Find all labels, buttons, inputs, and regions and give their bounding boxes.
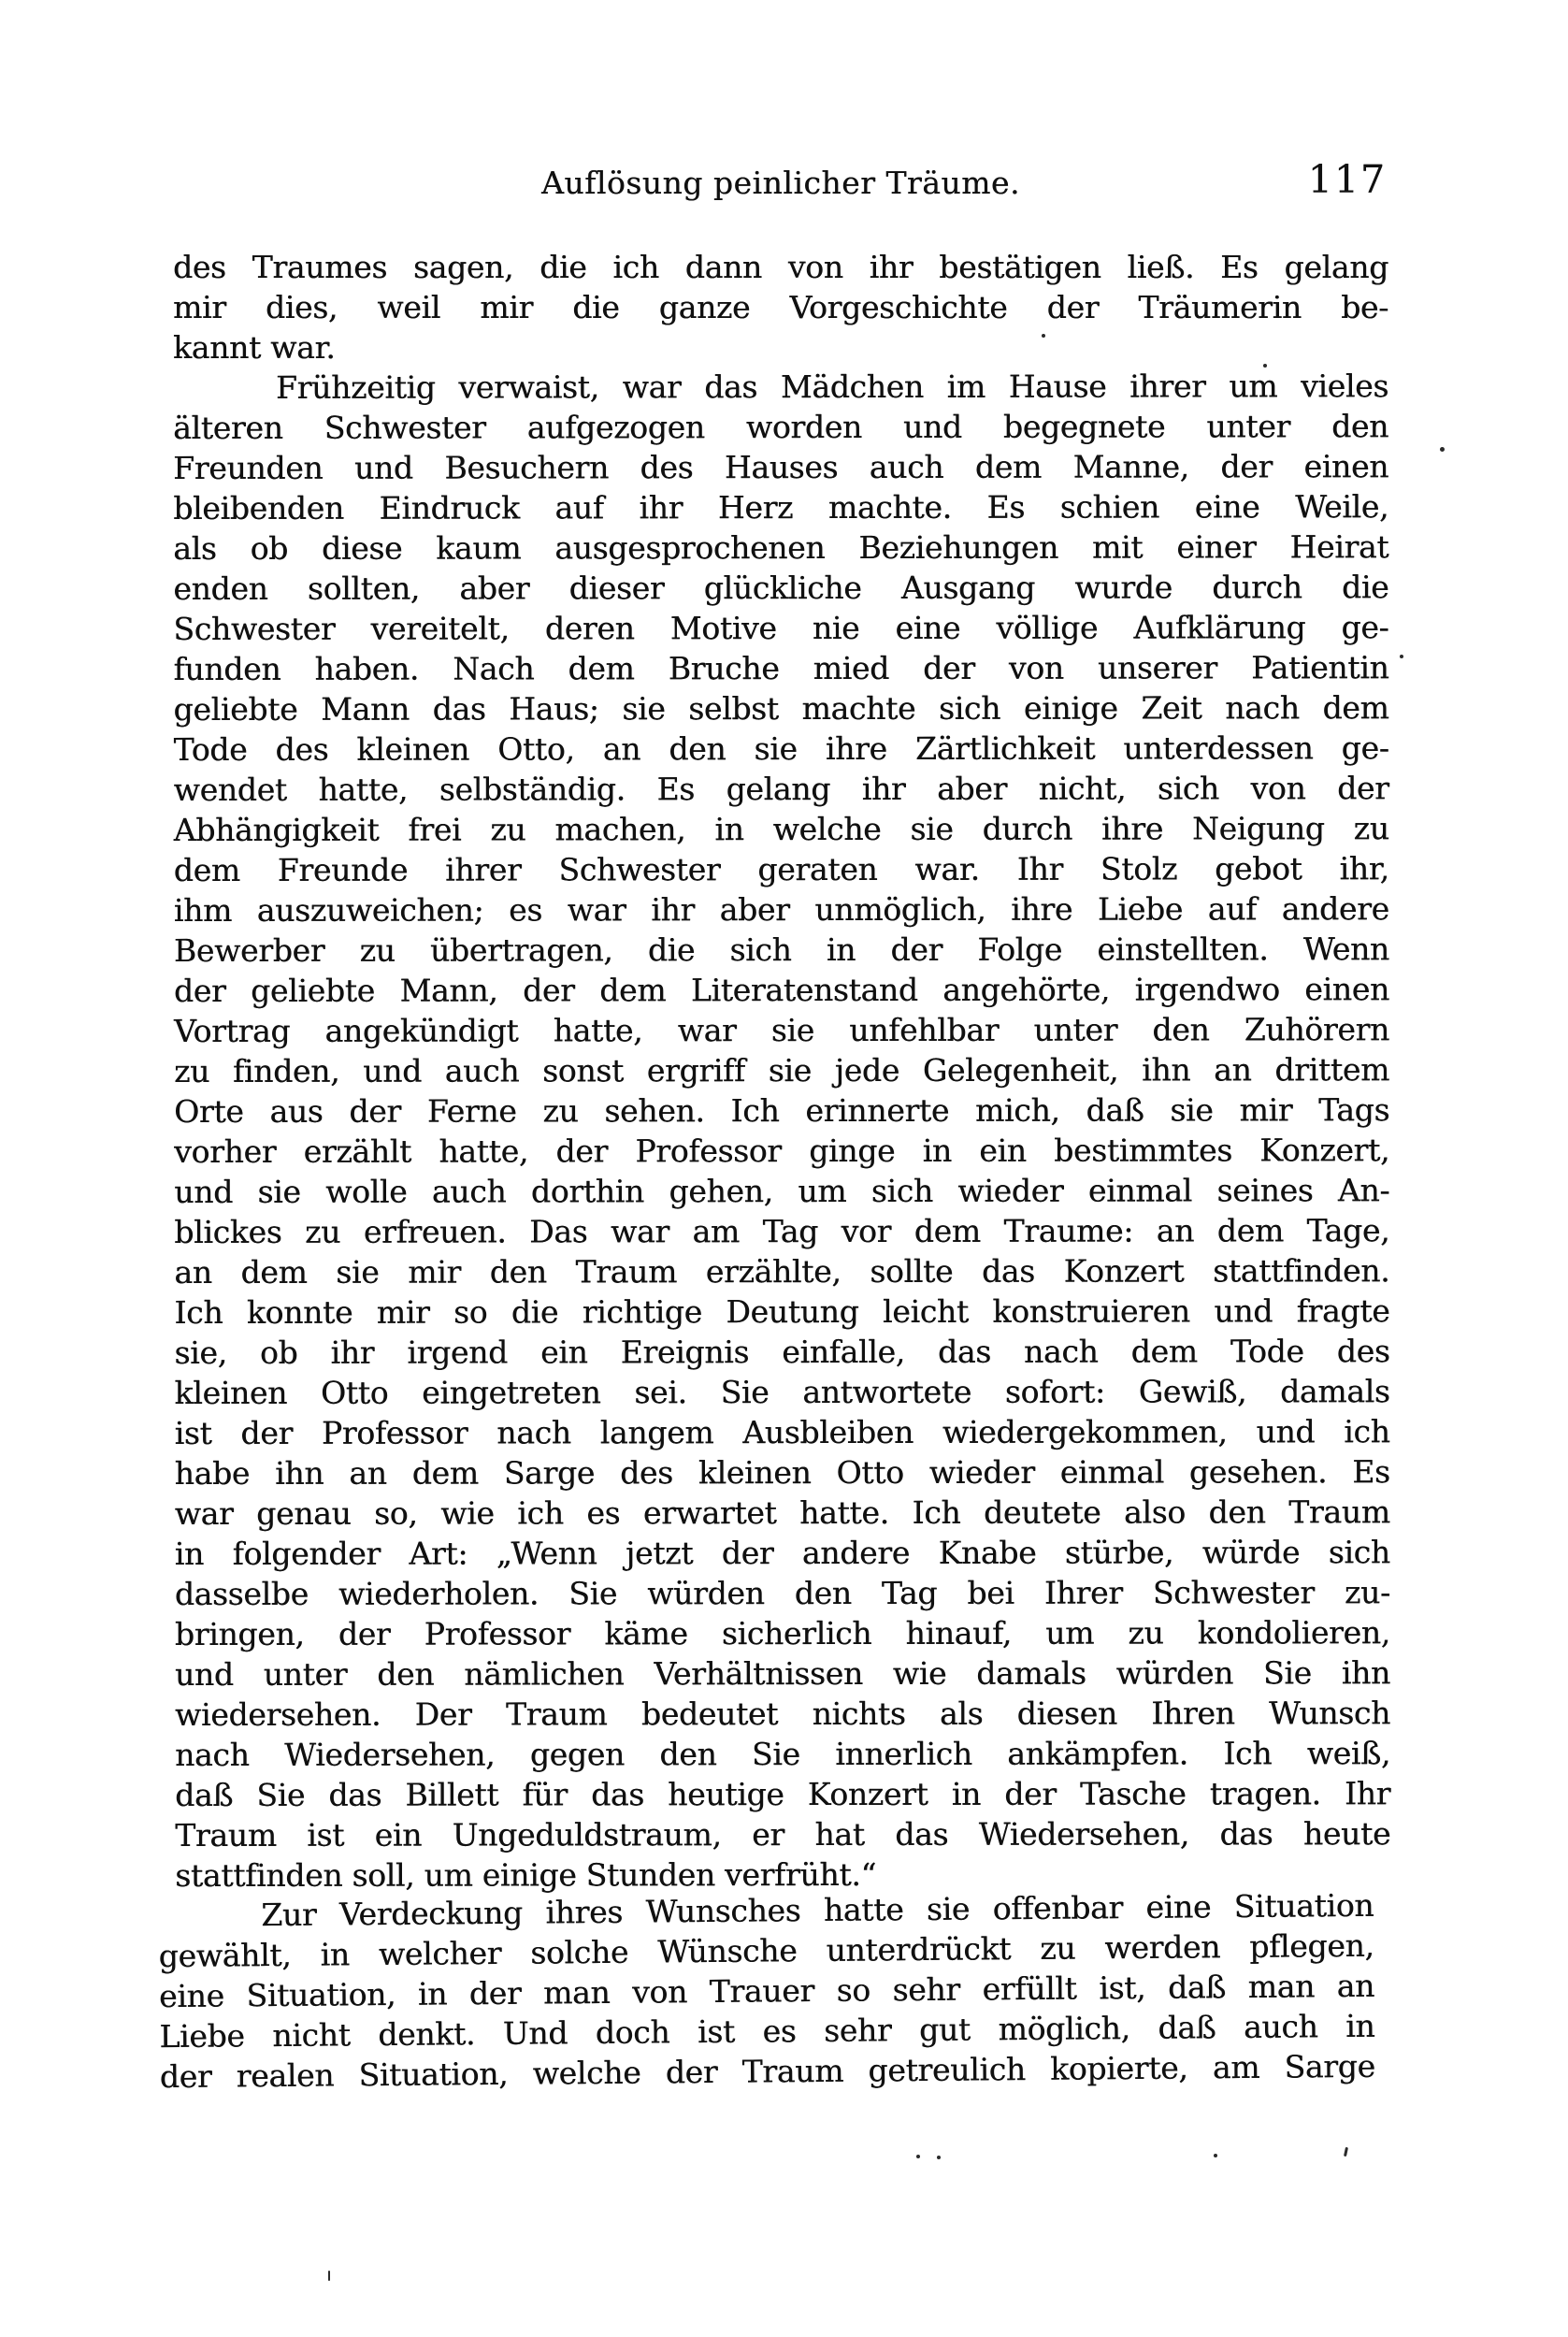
text-line: Bewerber zu übertragen, die sich in der Folge einstellten. Wenn (173, 930, 1389, 969)
text-line: bringen, der Professor käme sicherlich hinauf, um zu kondolieren, (174, 1614, 1390, 1652)
scan-speck (1440, 447, 1445, 452)
text-line: Frühzeitig verwaist, war das Mädchen im Hause ihrer um vieles (276, 368, 1389, 406)
text-line: dasselbe wiederholen. Sie würden den Tag bei Ihrer Schwester zu- (174, 1574, 1390, 1612)
text-line: dem Freunde ihrer Schwester geraten war. Ihr Stolz gebot ihr, (173, 850, 1389, 888)
text-line: nach Wiedersehen, gegen den Sie innerlich ankämpfen. Ich weiß, (175, 1735, 1391, 1773)
text-line: bleibenden Eindruck auf ihr Herz machte. Es schien eine Weile, (173, 488, 1389, 527)
text-line: Ich konnte mir so die richtige Deutung leicht konstruieren und fragte (174, 1292, 1390, 1331)
text-line: in folgender Art: „Wenn jetzt der andere Knabe stürbe, würde sich (174, 1534, 1390, 1572)
paragraph (158, 1885, 1375, 2097)
scan-speck (1400, 655, 1403, 658)
text-line: sie, ob ihr irgend ein Ereignis einfalle, das nach dem Tode des (174, 1333, 1390, 1371)
scan-speck (1214, 2154, 1217, 2157)
text-line: enden sollten, aber dieser glückliche Ausgang wurde durch die (173, 569, 1389, 607)
text-line: der realen Situation, welche der Traum getreulich kopierte, am Sarge (159, 2047, 1375, 2096)
text-line: habe ihn an dem Sarge des kleinen Otto wieder einmal gesehen. Es (174, 1453, 1390, 1492)
text-line: zu finden, und auch sonst ergriff sie jede Gelegenheit, ihn an drittem (174, 1051, 1390, 1089)
page-number: 117 (1307, 157, 1387, 202)
text-line: kannt war. (173, 329, 336, 366)
text-line: daß Sie das Billett für das heutige Konzert in der Tasche tragen. Ihr (175, 1775, 1391, 1813)
text-line: kleinen Otto eingetreten sei. Sie antwortete sofort: Gewiß, damals (174, 1373, 1390, 1411)
text-line: vorher erzählt hatte, der Professor ginge in ein bestimmtes Konzert, (174, 1132, 1390, 1170)
text-line: und unter den nämlichen Verhältnissen wie damals würden Sie ihn (174, 1654, 1390, 1693)
text-line: älteren Schwester aufgezogen worden und begegnete unter den (173, 408, 1389, 446)
running-header (173, 157, 1388, 206)
text-line: und sie wolle auch dorthin gehen, um sich wieder einmal seines An- (174, 1172, 1390, 1210)
text-line: ihm auszuweichen; es war ihr aber unmöglich, ihre Liebe auf andere (173, 890, 1389, 929)
text-line: wiedersehen. Der Traum bedeutet nichts als diesen Ihren Wunsch (174, 1695, 1391, 1733)
scan-speck (937, 2156, 941, 2159)
text-line: war genau so, wie ich es erwartet hatte. Ich deutete also den Traum (174, 1493, 1390, 1532)
paragraph (173, 366, 1390, 1896)
text-line: ist der Professor nach langem Ausbleiben wiedergekommen, und ich (174, 1413, 1390, 1451)
text-line: geliebte Mann das Haus; sie selbst machte sich einige Zeit nach dem (173, 689, 1389, 728)
text-line: funden haben. Nach dem Bruche mied der von unserer Patientin (173, 649, 1389, 687)
paragraph (173, 247, 1388, 368)
text-line: mir dies, weil mir die ganze Vorgeschichte der Träumerin be- (173, 289, 1388, 325)
page-title: Auflösung peinlicher Träume. (541, 165, 1020, 201)
text-line: blickes zu erfreuen. Das war am Tag vor dem Traume: an dem Tage, (174, 1212, 1390, 1250)
text-line: Orte aus der Ferne zu sehen. Ich erinnerte mich, daß sie mir Tags (174, 1091, 1390, 1130)
text-block (158, 247, 1391, 2097)
scan-speck (1263, 364, 1267, 368)
scan-speck (1042, 334, 1045, 338)
text-line: eine Situation, in der man von Trauer so sehr erfüllt ist, daß man an (158, 1967, 1375, 2015)
text-line: Vortrag angekündigt hatte, war sie unfehlbar unter den Zuhörern (173, 1011, 1390, 1049)
text-line: Traum ist ein Ungeduldstraum, er hat das Wiedersehen, das heute (175, 1815, 1391, 1854)
text-line: gewählt, in welcher solche Wünsche unterdrückt zu werden pflegen, (158, 1926, 1374, 1975)
text-line: als ob diese kaum ausgesprochenen Beziehungen mit einer Heirat (173, 528, 1389, 567)
text-line: Zur Verdeckung ihres Wunsches hatte sie offenbar eine Situation (261, 1886, 1374, 1934)
text-line: stattfinden soll, um einige Stunden verfrüht.“ (175, 1855, 877, 1894)
text-line: Liebe nicht denkt. Und doch ist es sehr gut möglich, daß auch in (159, 2007, 1375, 2056)
text-line: Freunden und Besuchern des Hauses auch dem Manne, der einen (173, 448, 1389, 486)
text-line: Tode des kleinen Otto, an den sie ihre Zärtlichkeit unterdessen ge- (173, 729, 1389, 768)
text-line: der geliebte Mann, der dem Literatenstand angehörte, irgendwo einen (173, 971, 1389, 1009)
scan-speck (916, 2155, 920, 2158)
scan-speck (1344, 2147, 1348, 2157)
text-line: an dem sie mir den Traum erzählte, sollte das Konzert stattfinden. (174, 1252, 1390, 1291)
text-line: Abhängigkeit frei zu machen, in welche sie durch ihre Neigung zu (173, 810, 1389, 848)
text-line: wendet hatte, selbständig. Es gelang ihr aber nicht, sich von der (173, 770, 1389, 808)
text-line: des Traumes sagen, die ich dann von ihr bestätigen ließ. Es gelang (173, 249, 1388, 285)
text-line: Schwester vereitelt, deren Motive nie eine völlige Aufklärung ge- (173, 609, 1389, 647)
scan-speck (328, 2271, 330, 2281)
